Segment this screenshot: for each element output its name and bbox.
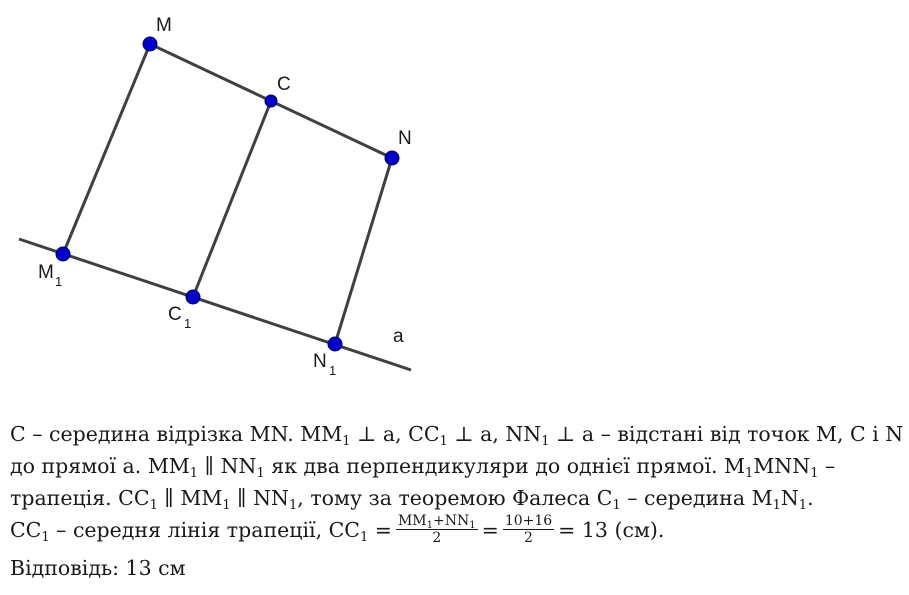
solution-line-1: C – середина відрізка MN. $MM_1$ ⊥ a, $CC_1$ ⊥ a, $NN_1$ ⊥ a – відстані від точок M, C і N (10, 422, 904, 449)
segment-NN1 (335, 158, 392, 344)
fraction-numeric: $\frac{10+16}{2}$ (504, 513, 553, 546)
solution-line-4: $CC_1$ – середня лінія трапеції, $CC_1$ = $\frac{MM_1+NN_1}{2}$ = $\frac{10+16}{2}$ = 13 (см). (10, 513, 665, 546)
segment-CC1 (193, 101, 271, 297)
segment-MM1 (63, 44, 150, 254)
label-M: M (156, 15, 172, 36)
solution-line-2: до прямої a. $MM_1$ ∥ $NN_1$ як два перпендикуляри до однієї прямої. $M_1MNN_1$ – (10, 454, 836, 481)
label-C1: C (168, 304, 182, 325)
point-M (143, 37, 157, 51)
point-N1 (328, 337, 342, 351)
point-C1 (186, 290, 200, 304)
answer-line: Відповідь: 13 см (10, 556, 186, 580)
point-M1 (56, 247, 70, 261)
label-N: N (398, 128, 412, 149)
label-line-a: a (393, 326, 404, 347)
solution-line-3: трапеція. $CC_1$ ∥ $MM_1$ ∥ $NN_1$, тому за теоремою Фалеса $C_1$ – середина $M_1N_1$. (10, 486, 814, 513)
label-N1-sub: 1 (329, 363, 337, 378)
label-N1: N (313, 351, 327, 372)
label-C: C (277, 74, 291, 95)
solution-text (10, 418, 905, 584)
label-C1-sub: 1 (184, 316, 192, 331)
label-M1: M (38, 262, 54, 283)
point-N (385, 151, 399, 165)
label-M1-sub: 1 (55, 274, 63, 289)
point-C (265, 95, 277, 107)
line-a (19, 239, 411, 370)
fraction-midline-formula: $\frac{MM_1+NN_1}{2}$ (397, 513, 476, 546)
